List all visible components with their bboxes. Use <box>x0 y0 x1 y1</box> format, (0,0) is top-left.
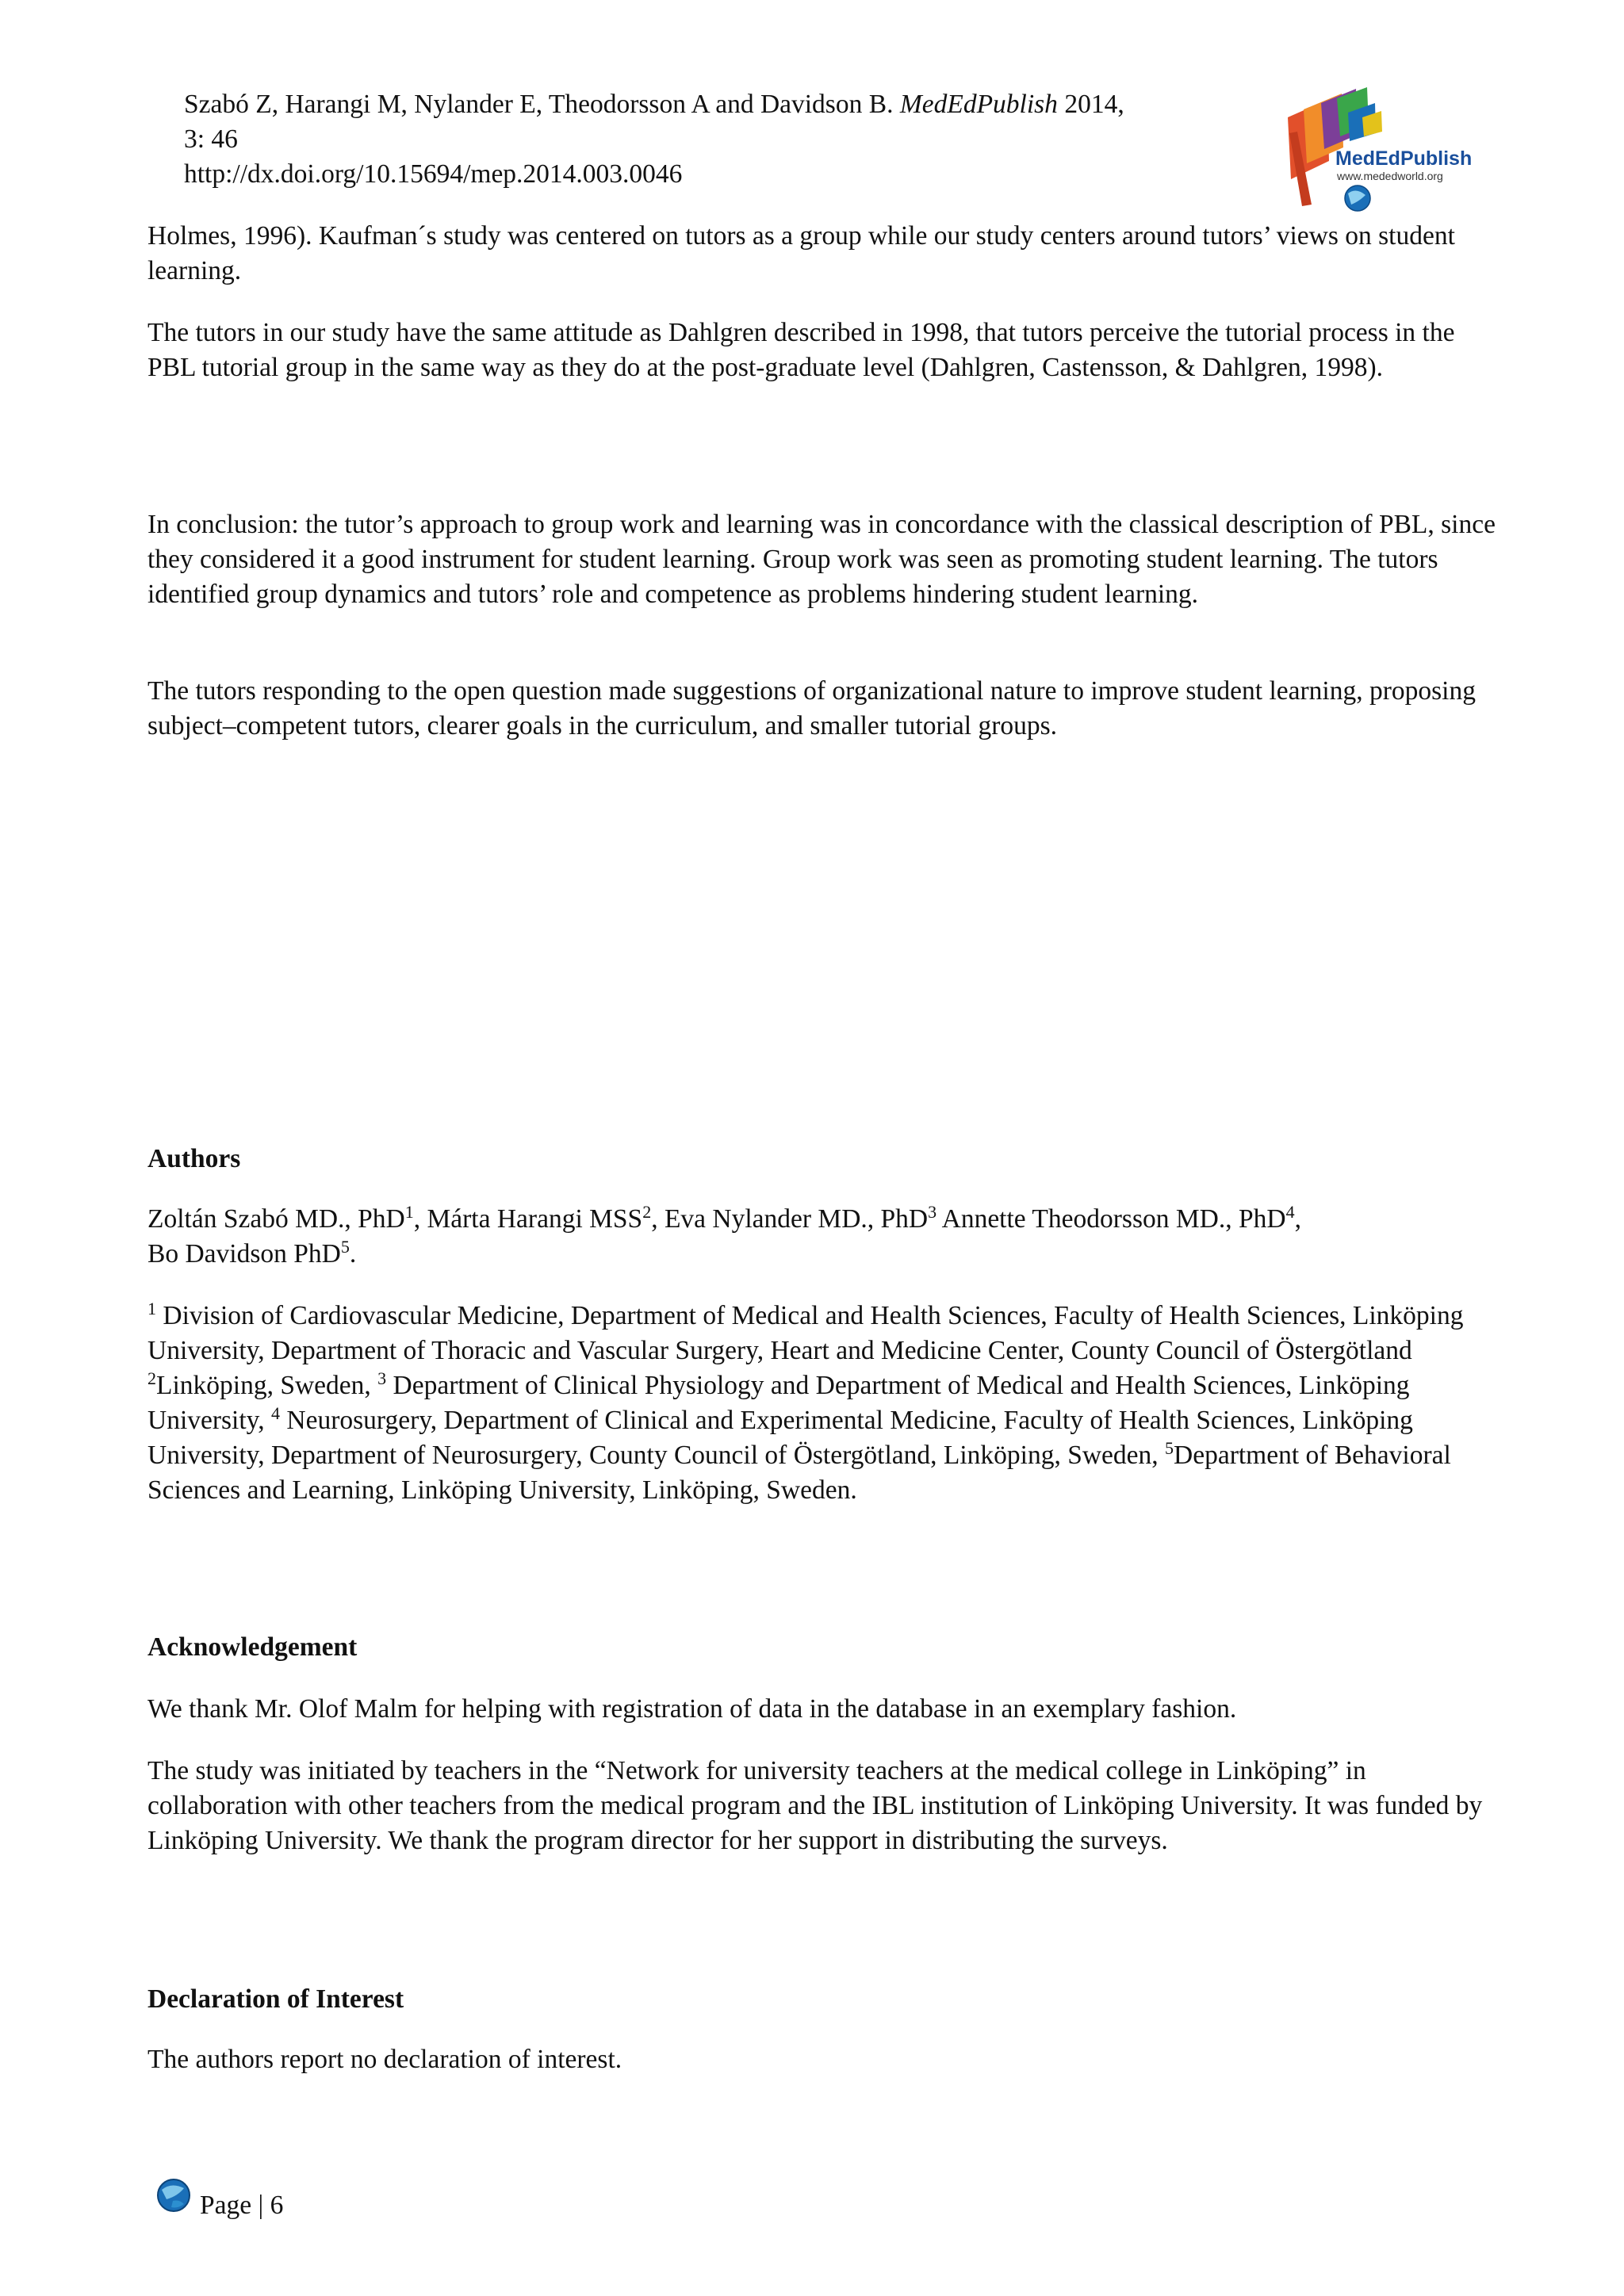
author-5: Bo Davidson PhD <box>147 1239 341 1269</box>
globe-icon <box>155 2177 192 2214</box>
aff-4-sup: 4 <box>271 1402 281 1423</box>
author-4-sup: 4 <box>1285 1201 1295 1222</box>
paragraph-conclusion: In conclusion: the tutor’s approach to group work and learning was in concordance with the classical description of PBL, since they considered it a good instrument for student learning. Group work was seen as promoting student learning. The tutors identified group dynamics and tutors’ role and competence as problems hindering student learning. <box>147 510 1496 609</box>
citation-line-1 <box>184 87 1294 122</box>
affiliations <box>147 1299 1496 1508</box>
authors-list <box>147 1202 1496 1272</box>
author-2: , Márta Harangi MSS <box>413 1204 643 1234</box>
acknowledgement-heading: Acknowledgement <box>147 1632 358 1662</box>
logo-wordmark: MedEdPublish <box>1335 147 1473 170</box>
page-number: Page | 6 <box>200 2191 284 2220</box>
author-3-sup: 3 <box>928 1201 937 1222</box>
aff-1: Division of Cardiovascular Medicine, Department of Medical and Health Sciences, Faculty of Health Sciences, Linköping University, Department of Thoracic and Vascular Surgery, Heart and Medicine Center, County Council of Östergötland <box>147 1301 1464 1365</box>
logo-url: www.mededworld.org <box>1337 170 1443 182</box>
author-5-sup: 5 <box>340 1236 350 1257</box>
author-1: Zoltán Szabó MD., PhD <box>147 1204 405 1234</box>
author-1-sup: 1 <box>404 1201 414 1222</box>
citation-journal: MedEdPublish <box>899 90 1058 119</box>
author-4: Annette Theodorsson MD., PhD <box>936 1204 1286 1234</box>
citation-line-2: 3: 46 <box>184 124 238 154</box>
paragraph-2: The tutors in our study have the same attitude as Dahlgren described in 1998, that tutors perceive the tutorial process in the PBL tutorial group in the same way as they do at the post-graduate level (Dahlgren, Castensson, & Dahlgren, 1998). <box>147 318 1455 382</box>
author-2-sup: 2 <box>642 1201 652 1222</box>
aff-5-sup: 5 <box>1165 1437 1174 1458</box>
aff-3: Department of Clinical Physiology and Department of Medical and Health Sciences, Linköping University, <box>147 1371 1410 1435</box>
aff-2-sup: 2 <box>147 1368 156 1388</box>
paragraph-1: Holmes, 1996). Kaufman´s study was centered on tutors as a group while our study centers around tutors’ views on student learning. <box>147 221 1455 285</box>
acknowledgement-paragraph-2: The study was initiated by teachers in the “Network for university teachers at the medical college in Linköping” in collaboration with other teachers from the medical program and the IBL institution of Linköping University. It was funded by Linköping University. We thank the program director for her support in distributing the surveys. <box>147 1756 1483 1855</box>
aff-5: Department of Behavioral Sciences and Learning, Linköping University, Linköping, Sweden. <box>147 1441 1451 1505</box>
aff-1-sup: 1 <box>147 1298 156 1318</box>
author-3: , Eva Nylander MD., PhD <box>651 1204 929 1234</box>
declaration-heading: Declaration of Interest <box>147 1984 404 2014</box>
author-5-end: . <box>349 1239 357 1269</box>
author-4-sep: , <box>1294 1204 1301 1234</box>
aff-4: Neurosurgery, Department of Clinical and Experimental Medicine, Faculty of Health Sciences, Linköping University, Department of Neurosurgery, County Council of Östergötland, Linköping, Sweden, <box>147 1406 1413 1470</box>
declaration-text: The authors report no declaration of interest. <box>147 2045 622 2074</box>
authors-heading: Authors <box>147 1144 241 1173</box>
aff-2: Linköping, Sweden, <box>156 1371 378 1400</box>
citation-doi-link[interactable]: http://dx.doi.org/10.15694/mep.2014.003.0046 <box>184 159 683 189</box>
header-citation <box>184 87 1294 192</box>
citation-year: 2014, <box>1057 90 1124 119</box>
citation-authors: Szabó Z, Harangi M, Nylander E, Theodorsson A and Davidson B. <box>184 90 900 119</box>
paragraph-suggestions: The tutors responding to the open question made suggestions of organizational nature to improve student learning, proposing subject–competent tutors, clearer goals in the curriculum, and smaller tutorial groups. <box>147 676 1476 740</box>
aff-3-sup: 3 <box>377 1368 387 1388</box>
acknowledgement-paragraph-1: We thank Mr. Olof Malm for helping with registration of data in the database in an exemplary fashion. <box>147 1694 1237 1724</box>
mededpublish-logo <box>1280 86 1473 216</box>
